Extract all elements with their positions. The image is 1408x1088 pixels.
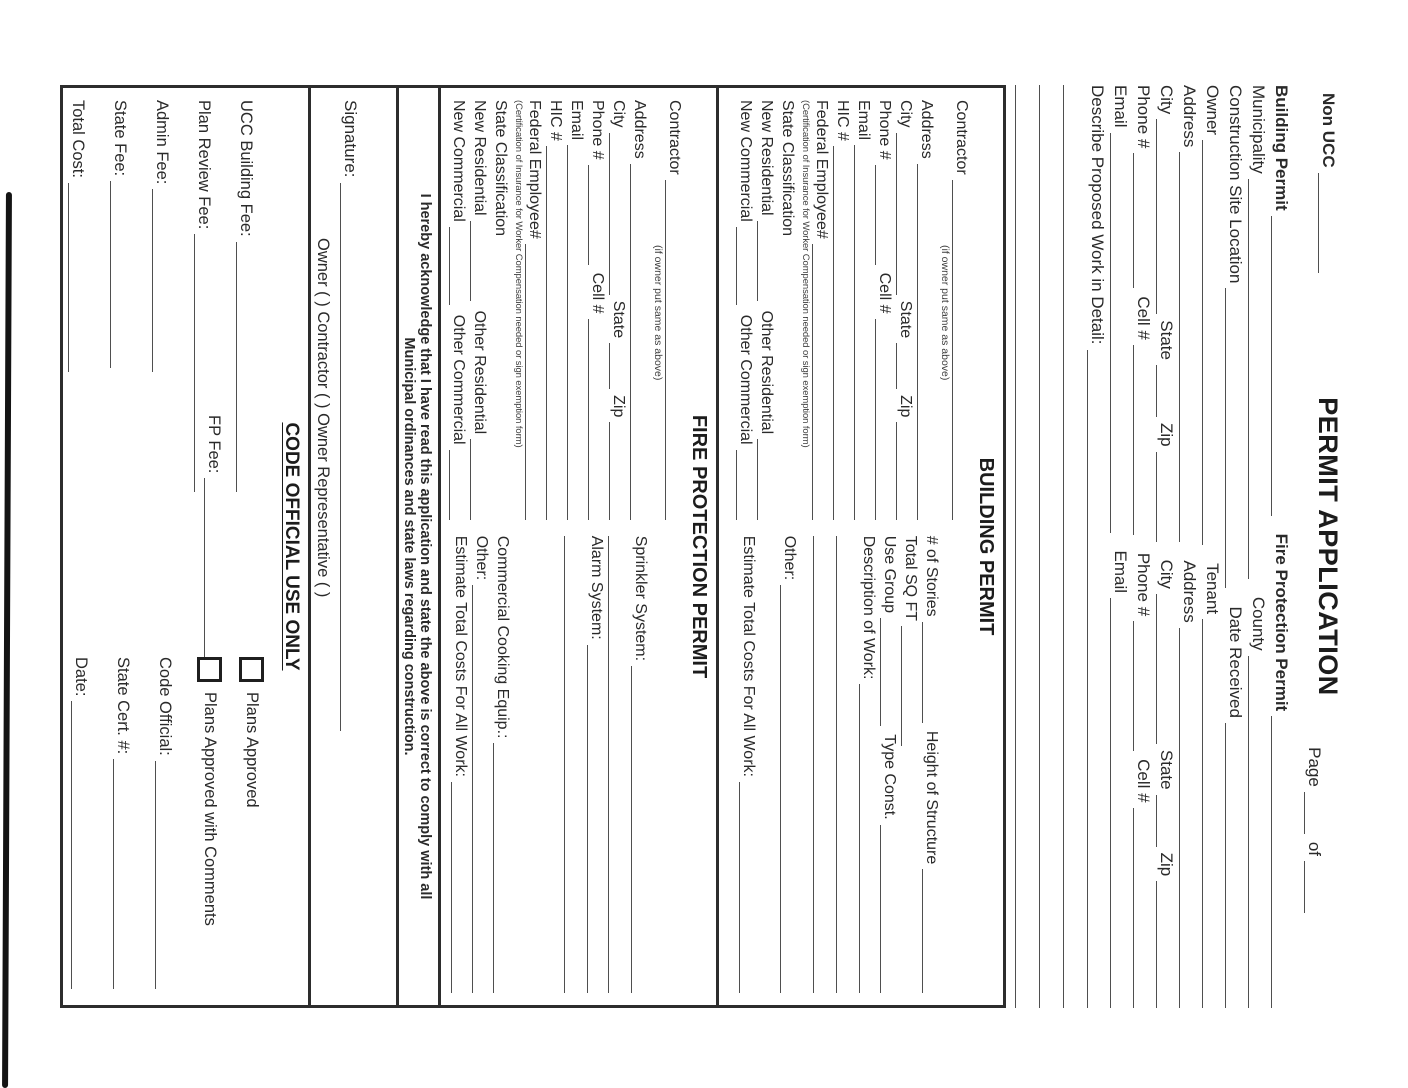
site-location-row xyxy=(1225,85,1248,1008)
bp-address-label: Address xyxy=(918,100,935,159)
bp-email-field[interactable] xyxy=(854,145,868,520)
fp-alarm-line-2[interactable] xyxy=(564,536,587,993)
bp-federal-employee-note: (Certification of Insurance for Worker Compensation needed or sign exemption form) xyxy=(800,100,811,448)
scan-edge-artifact xyxy=(2,192,12,1088)
tenant-phone-field[interactable] xyxy=(1133,621,1147,751)
fp-zip-field[interactable] xyxy=(609,422,623,519)
total-cost-field[interactable] xyxy=(68,183,82,372)
bp-height-label: Height of Structure xyxy=(923,730,940,865)
tenant-city-field[interactable] xyxy=(1156,594,1170,744)
bp-description-field[interactable] xyxy=(859,684,873,993)
owner-phone-label: Phone # xyxy=(1134,85,1153,149)
fp-alarm-field[interactable] xyxy=(587,645,601,993)
building-permit-field[interactable] xyxy=(1271,216,1285,516)
bp-other-field[interactable] xyxy=(780,585,794,993)
date-received-field[interactable] xyxy=(1225,723,1239,1008)
fp-new-commercial-field[interactable] xyxy=(449,227,463,305)
construction-site-field[interactable] xyxy=(1225,288,1239,588)
tenant-label: Tenant xyxy=(1203,563,1222,615)
signature-section xyxy=(311,88,399,1005)
bp-other-label: Other: xyxy=(781,535,798,581)
bp-state-field[interactable] xyxy=(896,343,910,389)
fp-fee-label: FP Fee: xyxy=(205,415,223,474)
fp-state-classification-label: State Classification xyxy=(492,100,509,237)
email-row xyxy=(1110,85,1133,1008)
tenant-email-label: Email xyxy=(1111,550,1130,594)
code-official-label: Code Official: xyxy=(156,657,174,756)
fp-zip-label: Zip xyxy=(610,395,627,418)
ucc-building-fee-label: UCC Building Fee: xyxy=(237,100,255,237)
fp-state-field[interactable] xyxy=(609,343,623,389)
fp-cell-field[interactable] xyxy=(588,319,602,520)
describe-work-row xyxy=(1087,85,1110,1008)
bp-new-commercial-label: New Commercial xyxy=(737,100,754,222)
non-ucc-field[interactable] xyxy=(1318,173,1332,273)
non-ucc-label: Non UCC xyxy=(1319,93,1338,168)
bp-hic-label: HIC # xyxy=(834,100,851,141)
fp-estimate-field[interactable] xyxy=(451,782,465,993)
fp-address-field[interactable] xyxy=(630,164,644,520)
fee-row-3 xyxy=(152,100,194,993)
municipality-field[interactable] xyxy=(1248,179,1262,579)
bp-federal-employee-label: Federal Employee# xyxy=(813,100,830,239)
tenant-email-field[interactable] xyxy=(1110,598,1124,1008)
fire-systems-block xyxy=(449,536,686,993)
tenant-cell-label: Cell # xyxy=(1134,759,1153,803)
tenant-zip-field[interactable] xyxy=(1156,881,1170,1008)
tenant-state-label: State xyxy=(1157,749,1176,790)
fp-state-label: State xyxy=(610,300,627,339)
fp-phone-field[interactable] xyxy=(588,165,602,265)
fp-new-residential-field[interactable] xyxy=(470,221,484,301)
fire-protection-permit-label: Fire Protection Permit xyxy=(1272,533,1291,712)
owner-phone-field[interactable] xyxy=(1133,153,1147,288)
code-official-title: CODE OFFICIAL USE ONLY xyxy=(281,422,302,671)
construction-site-label: Construction Site Location xyxy=(1226,85,1245,284)
tenant-field[interactable] xyxy=(1202,619,1216,1008)
signature-options: Owner ( ) Contractor ( ) Owner Representative ( ) xyxy=(314,238,332,598)
owner-address-field[interactable] xyxy=(1179,152,1193,542)
permit-type-row xyxy=(1271,85,1294,1008)
fire-protection-permit-field[interactable] xyxy=(1271,716,1285,1008)
address-row xyxy=(1179,85,1202,1008)
acknowledgment-line-2: Municipal ordinances and state laws regarding construction. xyxy=(401,337,417,756)
fp-address-label: Address xyxy=(631,100,648,159)
bp-total-sqft-label: Total SQ FT xyxy=(902,535,919,622)
municipality-row xyxy=(1248,85,1271,1008)
bp-height-field[interactable] xyxy=(922,869,936,993)
bp-city-field[interactable] xyxy=(896,133,910,295)
owner-cell-label: Cell # xyxy=(1134,296,1153,340)
bp-description-line-1[interactable] xyxy=(836,536,859,993)
fp-contractor-field[interactable] xyxy=(665,180,679,520)
bp-other-commercial-field[interactable] xyxy=(736,450,750,520)
form-content xyxy=(60,85,1358,1008)
building-permit-section xyxy=(719,88,1003,1005)
fp-new-commercial-label: New Commercial xyxy=(450,100,467,222)
tenant-state-field[interactable] xyxy=(1156,795,1170,847)
fp-alarm-label: Alarm System: xyxy=(588,535,605,640)
signature-label: Signature: xyxy=(341,100,360,178)
fp-city-field[interactable] xyxy=(609,133,623,295)
fp-other-commercial-label: Other Commercial xyxy=(450,314,467,445)
bp-stories-label: # of Stories xyxy=(923,535,940,617)
fee-row-5 xyxy=(68,100,110,993)
date-field[interactable] xyxy=(71,701,85,989)
fp-other-commercial-field[interactable] xyxy=(449,450,463,520)
tenant-zip-label: Zip xyxy=(1157,852,1176,877)
total-cost-label: Total Cost: xyxy=(69,100,87,178)
admin-fee-label: Admin Fee: xyxy=(153,100,171,185)
fp-other-residential-label: Other Residential xyxy=(471,310,488,435)
form-box-stack xyxy=(60,85,1006,1008)
bp-cell-label: Cell # xyxy=(876,272,893,314)
date-label: Date: xyxy=(72,657,90,697)
bp-hic-field[interactable] xyxy=(833,146,847,520)
fp-other-field[interactable] xyxy=(472,585,486,993)
fp-phone-label: Phone # xyxy=(589,100,606,160)
owner-email-field[interactable] xyxy=(1110,133,1124,533)
bp-zip-field[interactable] xyxy=(896,422,910,519)
fp-cooking-label: Commercial Cooking Equip.: xyxy=(494,535,511,739)
municipality-label: Municipality xyxy=(1249,85,1268,174)
fp-federal-employee-label: Federal Employee# xyxy=(526,100,543,239)
fp-other-residential-field[interactable] xyxy=(470,439,484,519)
tenant-city-label: City xyxy=(1157,559,1176,589)
plans-approved-comments-label: Plans Approved with Comments xyxy=(201,692,219,926)
fp-city-label: City xyxy=(610,100,627,128)
owner-address-label: Address xyxy=(1180,85,1199,148)
bp-contractor-note: (if owner put same as above) xyxy=(939,245,951,381)
bp-total-sqft-field[interactable] xyxy=(901,626,915,746)
plans-approved-checkbox[interactable] xyxy=(239,657,264,682)
city-state-zip-row xyxy=(1156,85,1179,1008)
bp-phone-label: Phone # xyxy=(876,100,893,160)
state-fee-label: State Fee: xyxy=(111,100,129,177)
owner-zip-label: Zip xyxy=(1157,422,1176,447)
plan-review-fee-label: Plan Review Fee: xyxy=(195,100,213,230)
fp-sprinkler-field[interactable] xyxy=(631,666,645,993)
bp-state-classification-label: State Classification xyxy=(779,100,796,237)
acknowledgment-line-1: I hereby acknowledge that I have read this application and state the above is correct to comply with all xyxy=(417,193,433,900)
owner-zip-field[interactable] xyxy=(1156,452,1170,542)
code-official-field[interactable] xyxy=(155,761,169,989)
fp-hic-field[interactable] xyxy=(546,146,560,520)
header-top-row xyxy=(1305,85,1358,1008)
building-permit-title: BUILDING PERMIT xyxy=(975,457,997,636)
fp-hic-label: HIC # xyxy=(547,100,564,141)
bp-other-residential-field[interactable] xyxy=(757,439,771,519)
fp-cooking-field[interactable] xyxy=(493,743,507,993)
bp-stories-field[interactable] xyxy=(922,622,936,723)
fp-cell-label: Cell # xyxy=(589,272,606,314)
bp-new-residential-field[interactable] xyxy=(757,221,771,301)
fire-protection-permit-section xyxy=(441,88,719,1005)
ucc-building-fee-field[interactable] xyxy=(236,242,250,492)
owner-state-label: State xyxy=(1157,320,1176,360)
fp-contractor-label: Contractor xyxy=(666,100,683,175)
building-contractor-block xyxy=(736,100,973,520)
fp-email-label: Email xyxy=(568,100,585,141)
bp-zip-label: Zip xyxy=(897,395,914,418)
page-total-field[interactable] xyxy=(1304,861,1318,913)
bp-type-const-label: Type Const. xyxy=(881,734,898,820)
fp-other-label: Other: xyxy=(473,535,490,581)
admin-fee-field[interactable] xyxy=(152,189,166,372)
county-field[interactable] xyxy=(1248,656,1262,1008)
bp-use-group-field[interactable] xyxy=(880,618,894,726)
bp-contractor-label: Contractor xyxy=(953,100,970,175)
bp-other-commercial-label: Other Commercial xyxy=(737,314,754,445)
county-label: County xyxy=(1249,596,1268,651)
bp-city-label: City xyxy=(897,100,914,128)
page-title: PERMIT APPLICATION xyxy=(1313,397,1343,696)
acknowledgment-section xyxy=(399,88,441,1005)
code-official-section xyxy=(63,88,311,1005)
fp-email-field[interactable] xyxy=(567,145,581,520)
bp-type-const-field[interactable] xyxy=(880,825,894,993)
fee-row-2 xyxy=(194,100,236,993)
bp-other-residential-label: Other Residential xyxy=(758,310,775,435)
describe-work-field[interactable] xyxy=(1087,350,1101,1008)
fp-sprinkler-line-2[interactable] xyxy=(608,536,631,993)
describe-work-line-1[interactable] xyxy=(1063,85,1087,1008)
fee-row-4 xyxy=(110,100,152,993)
bp-federal-employee-field[interactable] xyxy=(812,244,826,520)
bp-new-commercial-field[interactable] xyxy=(736,227,750,305)
bp-contractor-field[interactable] xyxy=(952,180,966,520)
owner-tenant-row xyxy=(1202,85,1225,1008)
bp-phone-field[interactable] xyxy=(875,165,889,265)
owner-state-field[interactable] xyxy=(1156,365,1170,417)
of-label: of xyxy=(1305,841,1324,856)
signature-field[interactable] xyxy=(340,183,354,731)
header-field-rows xyxy=(1015,85,1294,1008)
tenant-phone-label: Phone # xyxy=(1134,552,1153,617)
page-label: Page xyxy=(1305,747,1324,787)
fp-estimate-label: Estimate Total Costs For All Work: xyxy=(452,535,469,777)
describe-work-label: Describe Proposed Work in Detail: xyxy=(1088,85,1107,345)
fp-fee-field[interactable] xyxy=(204,478,218,660)
fp-federal-employee-field[interactable] xyxy=(525,244,539,520)
fp-new-residential-label: New Residential xyxy=(471,100,488,216)
bp-estimate-label: Estimate Total Costs For All Work: xyxy=(740,535,757,777)
fire-contractor-block xyxy=(449,100,686,520)
bp-estimate-field[interactable] xyxy=(739,782,753,993)
owner-city-label: City xyxy=(1157,85,1176,115)
building-details-block xyxy=(736,536,973,993)
state-cert-label: State Cert. #: xyxy=(114,657,132,755)
bp-cell-field[interactable] xyxy=(875,319,889,520)
bp-description-line-2[interactable] xyxy=(813,536,836,993)
state-cert-field[interactable] xyxy=(113,759,127,989)
tenant-address-field[interactable] xyxy=(1179,628,1193,1008)
bp-description-label: Description of Work: xyxy=(860,535,877,680)
bp-new-residential-label: New Residential xyxy=(758,100,775,216)
fee-row-1 xyxy=(236,100,278,993)
tenant-cell-field[interactable] xyxy=(1133,808,1147,1008)
tenant-address-label: Address xyxy=(1180,560,1199,623)
fp-contractor-note: (if owner put same as above) xyxy=(652,245,664,381)
fp-federal-employee-note: (Certification of Insurance for Worker Compensation needed or sign exemption form) xyxy=(513,100,524,448)
describe-work-line-3[interactable] xyxy=(1015,85,1039,1008)
bp-address-field[interactable] xyxy=(917,164,931,520)
fp-sprinkler-label: Sprinkler System: xyxy=(632,535,649,662)
bp-state-label: State xyxy=(897,300,914,339)
fire-permit-title: FIRE PROTECTION PERMIT xyxy=(688,414,710,679)
plans-approved-label: Plans Approved xyxy=(243,692,261,808)
phone-row xyxy=(1133,85,1156,1008)
owner-label: Owner xyxy=(1203,85,1222,136)
plans-approved-comments-checkbox[interactable] xyxy=(197,657,222,682)
bp-use-group-label: Use Group xyxy=(881,535,898,614)
owner-email-label: Email xyxy=(1111,85,1130,128)
date-received-label: Date Received xyxy=(1226,606,1245,718)
describe-work-line-2[interactable] xyxy=(1039,85,1063,1008)
state-fee-field[interactable] xyxy=(110,181,124,368)
page-number-field[interactable] xyxy=(1304,792,1318,834)
owner-field[interactable] xyxy=(1202,140,1216,545)
bp-email-label: Email xyxy=(855,100,872,141)
owner-city-field[interactable] xyxy=(1156,119,1170,314)
building-permit-label: Building Permit xyxy=(1272,85,1291,211)
owner-cell-field[interactable] xyxy=(1133,345,1147,535)
